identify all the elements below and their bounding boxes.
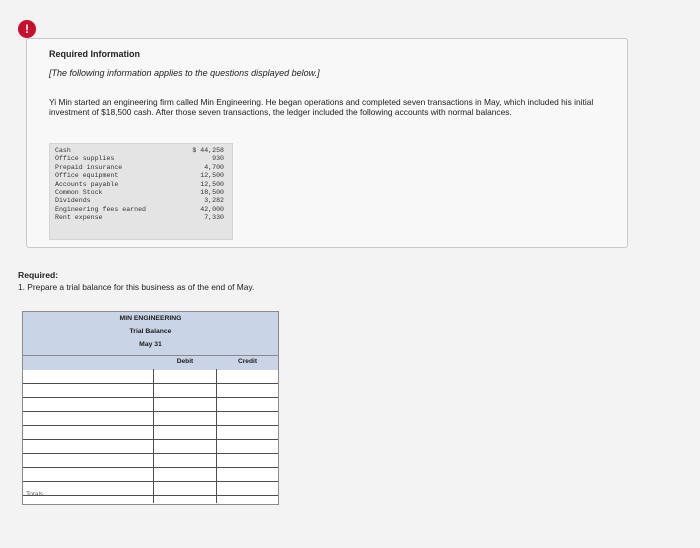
ledger-account-balance: 18,500 (200, 189, 224, 197)
required-information-panel (26, 38, 628, 248)
ledger-account-name: Prepaid insurance (55, 163, 123, 171)
debit-cell[interactable] (154, 370, 217, 383)
ledger-account-name: Accounts payable (55, 180, 119, 188)
credit-cell[interactable] (217, 426, 278, 439)
ledger-account-names (55, 147, 146, 223)
trial-balance-rows (23, 370, 278, 496)
debit-cell[interactable] (154, 426, 217, 439)
trial-balance-title: Trial Balance (129, 328, 172, 335)
info-note: [The following information applies to the questions displayed below.] (49, 68, 320, 78)
debit-cell[interactable] (154, 454, 217, 467)
credit-cell[interactable] (217, 412, 278, 425)
ledger-balances (49, 143, 233, 240)
ledger-account-balance: 4,700 (204, 163, 224, 171)
trial-balance-worksheet (22, 311, 279, 505)
credit-cell[interactable] (217, 468, 278, 481)
trial-balance-header (23, 312, 278, 355)
ledger-account-name: Common Stock (55, 189, 103, 197)
ledger-account-name: Rent expense (55, 214, 103, 222)
ledger-account-balance: 7,330 (204, 214, 224, 222)
account-title-cell[interactable] (23, 440, 154, 453)
table-row (23, 398, 278, 412)
account-title-cell[interactable] (23, 412, 154, 425)
debit-cell[interactable] (154, 468, 217, 481)
ledger-account-balances (192, 147, 224, 223)
table-row (23, 468, 278, 482)
trial-balance-date: May 31 (139, 341, 162, 348)
column-divider (216, 369, 217, 503)
ledger-account-balance: 12,500 (200, 172, 224, 180)
account-title-cell[interactable] (23, 454, 154, 467)
table-row (23, 412, 278, 426)
trial-balance-column-headers (23, 355, 278, 370)
account-title-cell[interactable] (23, 426, 154, 439)
ledger-account-balance: 12,500 (200, 180, 224, 188)
account-title-cell[interactable] (23, 398, 154, 411)
totals-label: Totals (26, 491, 44, 498)
account-title-cell[interactable] (23, 384, 154, 397)
ledger-account-name: Engineering fees earned (55, 205, 147, 213)
credit-cell[interactable] (217, 454, 278, 467)
table-row (23, 384, 278, 398)
credit-cell[interactable] (217, 398, 278, 411)
ledger-account-balance: 930 (212, 155, 224, 163)
ledger-account-name: Cash (55, 147, 71, 154)
table-row (23, 440, 278, 454)
debit-cell[interactable] (154, 398, 217, 411)
alert-icon: ! (18, 20, 36, 38)
ledger-account-name: Office supplies (55, 155, 115, 163)
debit-cell[interactable] (154, 440, 217, 453)
table-row (23, 426, 278, 440)
ledger-account-balance: 42,000 (200, 205, 224, 213)
column-divider (153, 369, 154, 503)
table-row (23, 454, 278, 468)
totals-row (23, 487, 278, 503)
trial-balance-company: MIN ENGINEERING (119, 315, 182, 322)
info-title: Required Information (49, 49, 141, 59)
ledger-account-name: Dividends (55, 197, 91, 205)
info-paragraph: Yi Min started an engineering firm called Min Engineering. He began operations and completed seven transactions in May, which included his initial investment of $18,500 cash. After those seven transactions, the ledger included the following accounts with normal balances. (49, 97, 594, 117)
required-item-1: 1. Prepare a trial balance for this business as of the end of May. (18, 282, 255, 292)
credit-cell[interactable] (217, 384, 278, 397)
required-heading: Required: (18, 270, 59, 280)
credit-column-header: Credit (237, 358, 258, 365)
ledger-account-name: Office equipment (55, 172, 119, 180)
ledger-account-balance: $ 44,258 (192, 147, 224, 154)
ledger-account-balance: 3,282 (204, 197, 224, 205)
account-title-cell[interactable] (23, 370, 154, 383)
account-title-cell[interactable] (23, 468, 154, 481)
debit-column-header: Debit (176, 358, 194, 365)
table-row (23, 370, 278, 384)
debit-cell[interactable] (154, 384, 217, 397)
credit-cell[interactable] (217, 370, 278, 383)
debit-cell[interactable] (154, 412, 217, 425)
credit-cell[interactable] (217, 440, 278, 453)
